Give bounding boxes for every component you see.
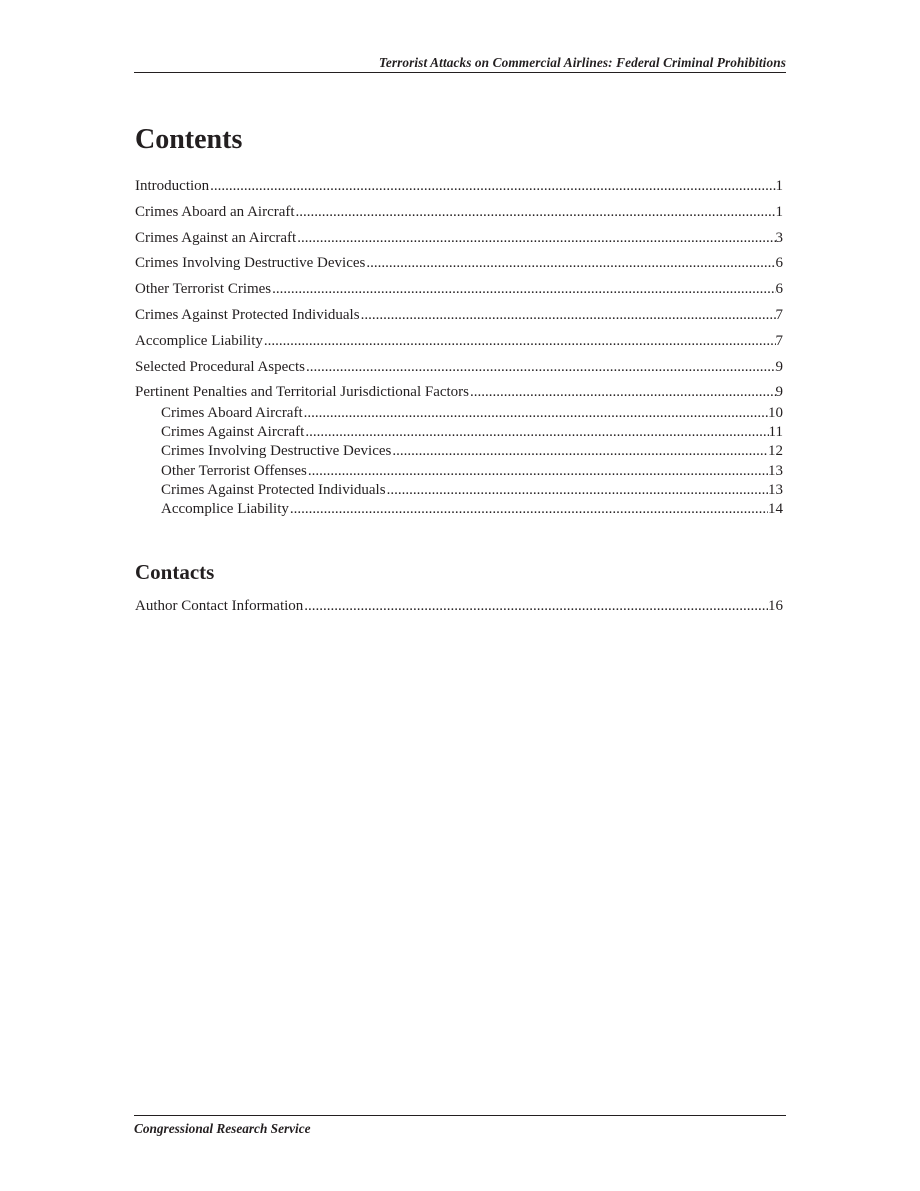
toc-subentry-other-terrorist-offenses[interactable] <box>135 462 783 481</box>
toc-entry-page: 14 <box>768 500 783 517</box>
toc-entry-crimes-against-protected-individuals[interactable] <box>135 303 783 329</box>
toc-entry-accomplice-liability[interactable] <box>135 329 783 355</box>
toc-entry-page: 13 <box>768 481 783 498</box>
toc-entry-page: 7 <box>775 306 783 323</box>
toc-entry-title: Selected Procedural Aspects <box>135 358 305 375</box>
toc-entry-page: 12 <box>768 443 783 460</box>
toc-entry-page: 13 <box>768 462 783 479</box>
toc-entry-title: Crimes Against an Aircraft <box>135 229 297 246</box>
dot-leader <box>307 462 768 481</box>
toc-subentry-crimes-against-aircraft[interactable] <box>135 423 783 442</box>
dot-leader <box>365 251 775 277</box>
contacts-heading: Contacts <box>135 560 215 584</box>
toc-entry-author-contact-information[interactable] <box>135 594 783 620</box>
dot-leader <box>271 277 775 303</box>
dot-leader <box>469 380 775 406</box>
toc-entry-page: 1 <box>775 203 783 220</box>
toc-entry-pertinent-penalties[interactable] <box>135 380 783 406</box>
dot-leader <box>360 303 776 329</box>
toc-entry-title: Pertinent Penalties and Territorial Jurisdictional Factors <box>135 384 470 401</box>
dot-leader <box>304 423 768 442</box>
toc-entry-page: 1 <box>775 178 783 194</box>
dot-leader <box>305 355 776 381</box>
toc-entry-crimes-involving-destructive-devices[interactable] <box>135 251 783 277</box>
running-header <box>134 54 786 73</box>
dot-leader <box>391 442 768 461</box>
toc-entry-page: 16 <box>768 598 783 614</box>
toc-entry-page: 9 <box>775 358 783 375</box>
toc-subentry-crimes-against-protected-individuals[interactable] <box>135 481 783 500</box>
contents-heading: Contents <box>135 124 243 155</box>
toc-entry-title: Crimes Against Protected Individuals <box>135 306 360 323</box>
toc-subentry-crimes-involving-destructive-devices[interactable] <box>135 442 783 461</box>
toc-entry-title: Accomplice Liability <box>135 332 263 349</box>
toc-entry-title: Crimes Against Protected Individuals <box>161 481 386 498</box>
toc-entry-title: Author Contact Information <box>135 598 304 614</box>
toc-entry-page: 11 <box>768 424 783 441</box>
dot-leader <box>386 481 768 500</box>
footer-publisher: Congressional Research Service <box>134 1121 311 1136</box>
toc-entry-title: Crimes Aboard an Aircraft <box>135 203 295 220</box>
toc-entry-title: Crimes Against Aircraft <box>161 424 305 441</box>
toc-entry-title: Other Terrorist Offenses <box>161 462 307 479</box>
contacts-list <box>135 594 783 620</box>
dot-leader <box>289 500 768 519</box>
dot-leader <box>295 200 776 226</box>
dot-leader <box>303 404 768 423</box>
toc-entry-crimes-against-an-aircraft[interactable] <box>135 226 783 252</box>
toc-entry-introduction[interactable] <box>135 174 783 200</box>
dot-leader <box>263 329 776 355</box>
toc-entry-page: 6 <box>775 255 783 272</box>
toc-entry-page: 3 <box>775 229 783 246</box>
toc-main-list <box>135 174 783 406</box>
toc-entry-title: Crimes Involving Destructive Devices <box>161 443 392 460</box>
toc-entry-page: 9 <box>775 384 783 401</box>
toc-sub-list <box>135 404 783 519</box>
toc-subentry-crimes-aboard-aircraft[interactable] <box>135 404 783 423</box>
toc-entry-page: 6 <box>775 281 783 298</box>
dot-leader <box>303 594 768 620</box>
toc-entry-title: Introduction <box>135 178 210 194</box>
toc-entry-title: Other Terrorist Crimes <box>135 281 272 298</box>
toc-entry-title: Crimes Involving Destructive Devices <box>135 255 366 272</box>
toc-entry-page: 7 <box>775 332 783 349</box>
toc-subentry-accomplice-liability[interactable] <box>135 500 783 519</box>
running-footer <box>134 1115 786 1137</box>
toc-entry-selected-procedural-aspects[interactable] <box>135 355 783 381</box>
toc-entry-title: Crimes Aboard Aircraft <box>161 405 303 421</box>
toc-entry-title: Accomplice Liability <box>161 500 289 517</box>
running-header-title: Terrorist Attacks on Commercial Airlines: Federal Criminal Prohibitions <box>378 55 786 70</box>
toc-entry-other-terrorist-crimes[interactable] <box>135 277 783 303</box>
dot-leader <box>296 226 775 252</box>
dot-leader <box>209 174 775 200</box>
toc-entry-page: 10 <box>768 405 783 421</box>
toc-entry-crimes-aboard-an-aircraft[interactable] <box>135 200 783 226</box>
